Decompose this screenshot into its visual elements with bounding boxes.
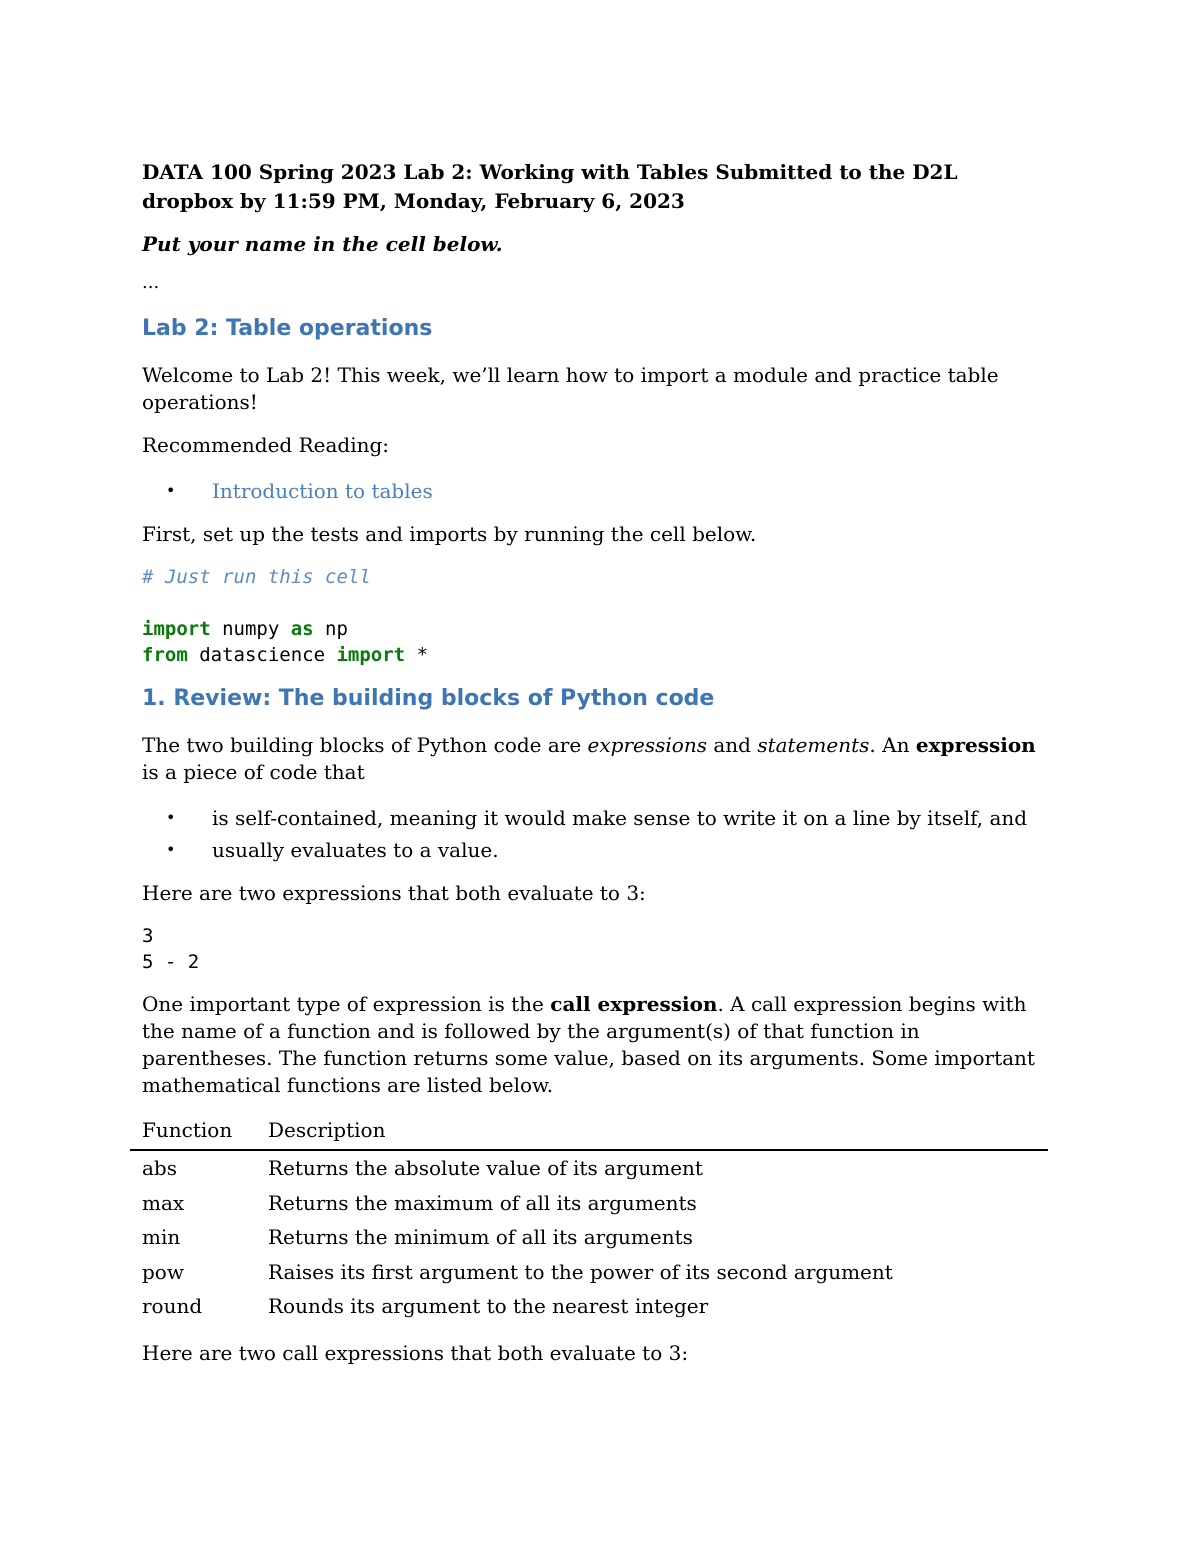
code-text: numpy bbox=[210, 618, 291, 640]
name-cell[interactable]: ... bbox=[142, 272, 160, 293]
code-keyword: import bbox=[142, 618, 211, 640]
bullet-icon: • bbox=[166, 840, 176, 859]
bullet-icon: • bbox=[166, 481, 176, 500]
table-row: min Returns the minimum of all its arguments bbox=[142, 1225, 693, 1249]
code-text: datascience bbox=[187, 644, 337, 666]
list-item: • usually evaluates to a value. bbox=[142, 834, 1054, 866]
code-text: * bbox=[405, 644, 429, 666]
call-expression-paragraph: One important type of expression is the call expression. A call expression begins with the name of a function and is followed by the argument(s) of that function in parentheses. The function returns some value, based on its arguments. Some important mathematical functions are listed below. bbox=[142, 992, 1035, 1097]
table-row: abs Returns the absolute value of its argument bbox=[142, 1156, 703, 1180]
code-keyword: import bbox=[336, 644, 406, 666]
table-header-function: Function bbox=[130, 1115, 256, 1150]
table-row: pow Raises its first argument to the power of its second argument bbox=[142, 1259, 893, 1284]
reading-label: Recommended Reading: bbox=[142, 433, 390, 457]
intro-paragraph: The two building blocks of Python code are expressions and statements. An expression is a piece of code that bbox=[142, 733, 1036, 784]
functions-table bbox=[130, 1115, 1048, 1324]
lab-heading: Lab 2: Table operations bbox=[142, 316, 433, 341]
reading-list bbox=[142, 475, 1054, 507]
setup-text: First, set up the tests and imports by running the cell below. bbox=[142, 522, 757, 546]
examples-intro: Here are two expressions that both evaluate to 3: bbox=[142, 881, 646, 905]
setup-code-cell[interactable] bbox=[142, 564, 1054, 668]
code-comment: # Just run this cell bbox=[142, 566, 371, 588]
review-heading: 1. Review: The building blocks of Python code bbox=[142, 686, 715, 711]
bullet-icon: • bbox=[166, 808, 176, 827]
code-keyword: from bbox=[142, 644, 188, 666]
document-title: DATA 100 Spring 2023 Lab 2: Working with Tables Submitted to the D2L dropbox by 11:59 PM, Monday, February 6, 2023 bbox=[142, 160, 958, 213]
code-keyword: as bbox=[290, 618, 314, 640]
expression-criteria-list bbox=[142, 802, 1054, 866]
table-row: round Rounds its argument to the nearest integer bbox=[142, 1294, 709, 1318]
document-page bbox=[142, 158, 1054, 1383]
table-header-description: Description bbox=[256, 1115, 1048, 1150]
call-examples-intro: Here are two call expressions that both evaluate to 3: bbox=[142, 1340, 689, 1365]
welcome-text: Welcome to Lab 2! This week, we’ll learn how to import a module and practice table operations! bbox=[142, 363, 999, 414]
expression-code-cell[interactable]: 3 5 - 2 bbox=[142, 925, 200, 973]
code-text: np bbox=[313, 618, 348, 640]
table-row: max Returns the maximum of all its arguments bbox=[142, 1190, 697, 1215]
list-item bbox=[142, 475, 1054, 507]
reading-link[interactable]: Introduction to tables bbox=[212, 479, 433, 503]
list-item: • is self-contained, meaning it would make sense to write it on a line by itself, and bbox=[142, 802, 1054, 834]
name-instruction: Put your name in the cell below. bbox=[142, 232, 503, 256]
